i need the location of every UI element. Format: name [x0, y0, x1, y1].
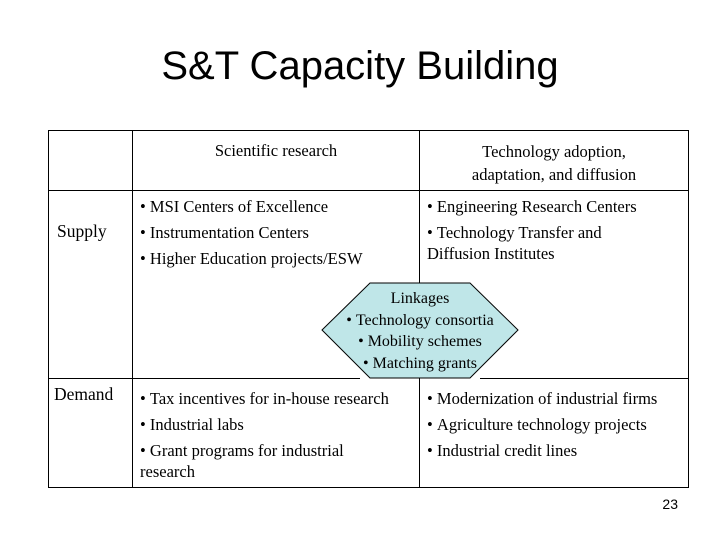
list-item: • Industrial labs [140, 415, 244, 434]
list-item: • Matching grants [362, 354, 478, 372]
header-technology-line1: Technology adoption, [482, 142, 626, 161]
linkages-title: Linkages [390, 290, 450, 307]
slide-title: S&T Capacity Building [161, 44, 559, 88]
list-item-continuation: research [140, 462, 195, 481]
list-item: • Instrumentation Centers [140, 222, 363, 243]
linkages-box [322, 288, 518, 374]
list-item: • MSI Centers of Excellence [140, 196, 363, 217]
header-technology-line2: adaptation, and diffusion [471, 165, 637, 184]
page-number: 23 [662, 496, 678, 512]
list-item: • Higher Education projects/ESW [140, 248, 363, 269]
row-label-demand: Demand [54, 384, 114, 404]
list-item: • Modernization of industrial firms [427, 388, 657, 409]
supply-scientific-list [140, 196, 363, 274]
demand-scientific-list [140, 388, 389, 482]
supply-technology-list [427, 196, 637, 264]
list-item: • Mobility schemes [358, 333, 482, 350]
list-item-continuation: Diffusion Institutes [427, 244, 555, 263]
header-technology [420, 140, 688, 186]
list-item: • Technology Transfer and [427, 223, 602, 242]
list-item: • Grant programs for industrial [140, 441, 344, 460]
row-label-supply: Supply [57, 221, 107, 241]
list-item: • Technology consortia [346, 311, 494, 329]
list-item: • Industrial credit lines [427, 440, 657, 461]
header-scientific-research: Scientific research [214, 141, 338, 160]
list-item: • Tax incentives for in-house research [140, 389, 389, 408]
demand-technology-list [427, 388, 657, 466]
list-item: • Engineering Research Centers [427, 197, 637, 216]
list-item: • Agriculture technology projects [427, 414, 657, 435]
